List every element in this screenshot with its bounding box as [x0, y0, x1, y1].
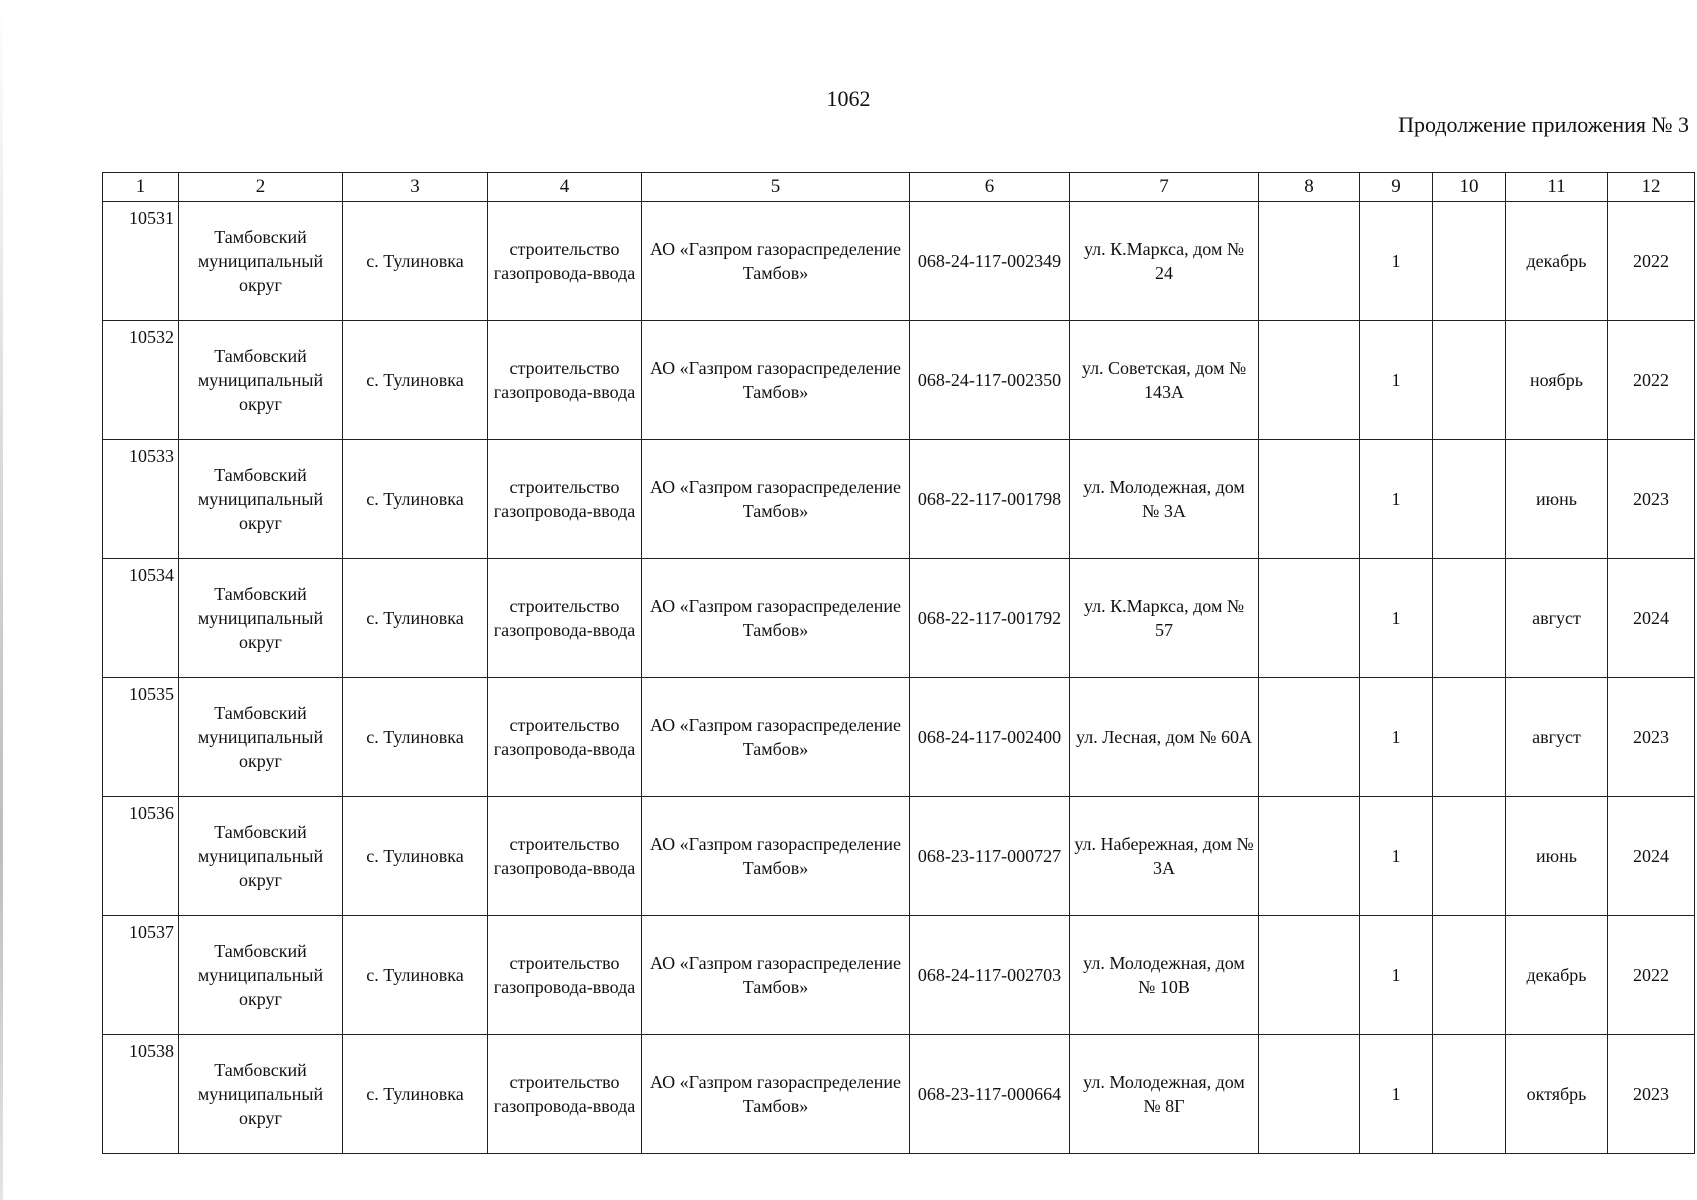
district-cell: Тамбовский муниципальный округ: [179, 559, 343, 678]
organization-cell: АО «Газпром газораспределение Тамбов»: [642, 678, 910, 797]
table-row: [103, 440, 1695, 559]
year-cell: 2022: [1608, 916, 1695, 1035]
column-10-cell: [1433, 797, 1506, 916]
organization-cell: АО «Газпром газораспределение Тамбов»: [642, 916, 910, 1035]
year-cell: 2024: [1608, 797, 1695, 916]
row-number: 10538: [103, 1035, 179, 1154]
work-type-cell: строительство газопровода-ввода: [488, 916, 642, 1035]
column-header: 4: [488, 173, 642, 202]
year-cell: 2023: [1608, 678, 1695, 797]
object-code-cell: 068-24-117-002349: [910, 202, 1070, 321]
organization-cell: АО «Газпром газораспределение Тамбов»: [642, 797, 910, 916]
district-cell: Тамбовский муниципальный округ: [179, 678, 343, 797]
year-cell: 2022: [1608, 321, 1695, 440]
object-code-cell: 068-23-117-000727: [910, 797, 1070, 916]
work-type-cell: строительство газопровода-ввода: [488, 797, 642, 916]
settlement-cell: с. Тулиновка: [343, 916, 488, 1035]
column-header: 12: [1608, 173, 1695, 202]
column-10-cell: [1433, 440, 1506, 559]
year-cell: 2023: [1608, 440, 1695, 559]
column-header: 2: [179, 173, 343, 202]
organization-cell: АО «Газпром газораспределение Тамбов»: [642, 1035, 910, 1154]
appendix-continuation-note: Продолжение приложения № 3: [1398, 112, 1689, 137]
scan-edge-shadow: [0, 0, 3, 1200]
month-cell: декабрь: [1506, 916, 1608, 1035]
address-cell: ул. Молодежная, дом № 3А: [1070, 440, 1259, 559]
address-cell: ул. Набережная, дом № 3А: [1070, 797, 1259, 916]
row-number: 10537: [103, 916, 179, 1035]
column-number-header-row: [103, 173, 1695, 202]
settlement-cell: с. Тулиновка: [343, 797, 488, 916]
column-header: 7: [1070, 173, 1259, 202]
column-header: 6: [910, 173, 1070, 202]
column-9-cell: 1: [1360, 678, 1433, 797]
column-9-cell: 1: [1360, 916, 1433, 1035]
column-8-cell: [1259, 559, 1360, 678]
table-row: [103, 559, 1695, 678]
column-header: 5: [642, 173, 910, 202]
column-10-cell: [1433, 202, 1506, 321]
district-cell: Тамбовский муниципальный округ: [179, 916, 343, 1035]
year-cell: 2022: [1608, 202, 1695, 321]
work-type-cell: строительство газопровода-ввода: [488, 1035, 642, 1154]
month-cell: декабрь: [1506, 202, 1608, 321]
work-type-cell: строительство газопровода-ввода: [488, 678, 642, 797]
page-number: 1062: [826, 86, 871, 111]
settlement-cell: с. Тулиновка: [343, 440, 488, 559]
row-number: 10532: [103, 321, 179, 440]
column-9-cell: 1: [1360, 1035, 1433, 1154]
month-cell: июнь: [1506, 440, 1608, 559]
row-number: 10533: [103, 440, 179, 559]
column-9-cell: 1: [1360, 321, 1433, 440]
settlement-cell: с. Тулиновка: [343, 559, 488, 678]
table-row: [103, 678, 1695, 797]
column-header: 11: [1506, 173, 1608, 202]
column-header: 1: [103, 173, 179, 202]
district-cell: Тамбовский муниципальный округ: [179, 202, 343, 321]
work-type-cell: строительство газопровода-ввода: [488, 559, 642, 678]
work-type-cell: строительство газопровода-ввода: [488, 202, 642, 321]
table-row: [103, 1035, 1695, 1154]
object-code-cell: 068-24-117-002400: [910, 678, 1070, 797]
work-type-cell: строительство газопровода-ввода: [488, 440, 642, 559]
column-9-cell: 1: [1360, 440, 1433, 559]
district-cell: Тамбовский муниципальный округ: [179, 321, 343, 440]
column-9-cell: 1: [1360, 202, 1433, 321]
column-10-cell: [1433, 678, 1506, 797]
column-8-cell: [1259, 1035, 1360, 1154]
settlement-cell: с. Тулиновка: [343, 321, 488, 440]
address-cell: ул. К.Маркса, дом № 24: [1070, 202, 1259, 321]
gas-connection-register-table: [102, 172, 1695, 1154]
column-9-cell: 1: [1360, 559, 1433, 678]
month-cell: октябрь: [1506, 1035, 1608, 1154]
address-cell: ул. Молодежная, дом № 10В: [1070, 916, 1259, 1035]
district-cell: Тамбовский муниципальный округ: [179, 797, 343, 916]
organization-cell: АО «Газпром газораспределение Тамбов»: [642, 440, 910, 559]
column-8-cell: [1259, 797, 1360, 916]
address-cell: ул. Советская, дом № 143А: [1070, 321, 1259, 440]
organization-cell: АО «Газпром газораспределение Тамбов»: [642, 321, 910, 440]
object-code-cell: 068-24-117-002350: [910, 321, 1070, 440]
column-10-cell: [1433, 321, 1506, 440]
district-cell: Тамбовский муниципальный округ: [179, 440, 343, 559]
address-cell: ул. К.Маркса, дом № 57: [1070, 559, 1259, 678]
row-number: 10534: [103, 559, 179, 678]
table-row: [103, 321, 1695, 440]
column-header: 3: [343, 173, 488, 202]
object-code-cell: 068-24-117-002703: [910, 916, 1070, 1035]
column-header: 8: [1259, 173, 1360, 202]
settlement-cell: с. Тулиновка: [343, 678, 488, 797]
row-number: 10531: [103, 202, 179, 321]
column-8-cell: [1259, 678, 1360, 797]
work-type-cell: строительство газопровода-ввода: [488, 321, 642, 440]
organization-cell: АО «Газпром газораспределение Тамбов»: [642, 202, 910, 321]
column-8-cell: [1259, 916, 1360, 1035]
object-code-cell: 068-23-117-000664: [910, 1035, 1070, 1154]
address-cell: ул. Молодежная, дом № 8Г: [1070, 1035, 1259, 1154]
column-header: 9: [1360, 173, 1433, 202]
row-number: 10535: [103, 678, 179, 797]
table-row: [103, 202, 1695, 321]
column-header: 10: [1433, 173, 1506, 202]
settlement-cell: с. Тулиновка: [343, 202, 488, 321]
row-number: 10536: [103, 797, 179, 916]
column-8-cell: [1259, 202, 1360, 321]
table-row: [103, 797, 1695, 916]
column-10-cell: [1433, 916, 1506, 1035]
object-code-cell: 068-22-117-001792: [910, 559, 1070, 678]
table-row: [103, 916, 1695, 1035]
month-cell: август: [1506, 559, 1608, 678]
month-cell: ноябрь: [1506, 321, 1608, 440]
column-10-cell: [1433, 559, 1506, 678]
settlement-cell: с. Тулиновка: [343, 1035, 488, 1154]
organization-cell: АО «Газпром газораспределение Тамбов»: [642, 559, 910, 678]
column-10-cell: [1433, 1035, 1506, 1154]
district-cell: Тамбовский муниципальный округ: [179, 1035, 343, 1154]
month-cell: август: [1506, 678, 1608, 797]
column-9-cell: 1: [1360, 797, 1433, 916]
year-cell: 2023: [1608, 1035, 1695, 1154]
address-cell: ул. Лесная, дом № 60А: [1070, 678, 1259, 797]
column-8-cell: [1259, 440, 1360, 559]
year-cell: 2024: [1608, 559, 1695, 678]
column-8-cell: [1259, 321, 1360, 440]
month-cell: июнь: [1506, 797, 1608, 916]
object-code-cell: 068-22-117-001798: [910, 440, 1070, 559]
